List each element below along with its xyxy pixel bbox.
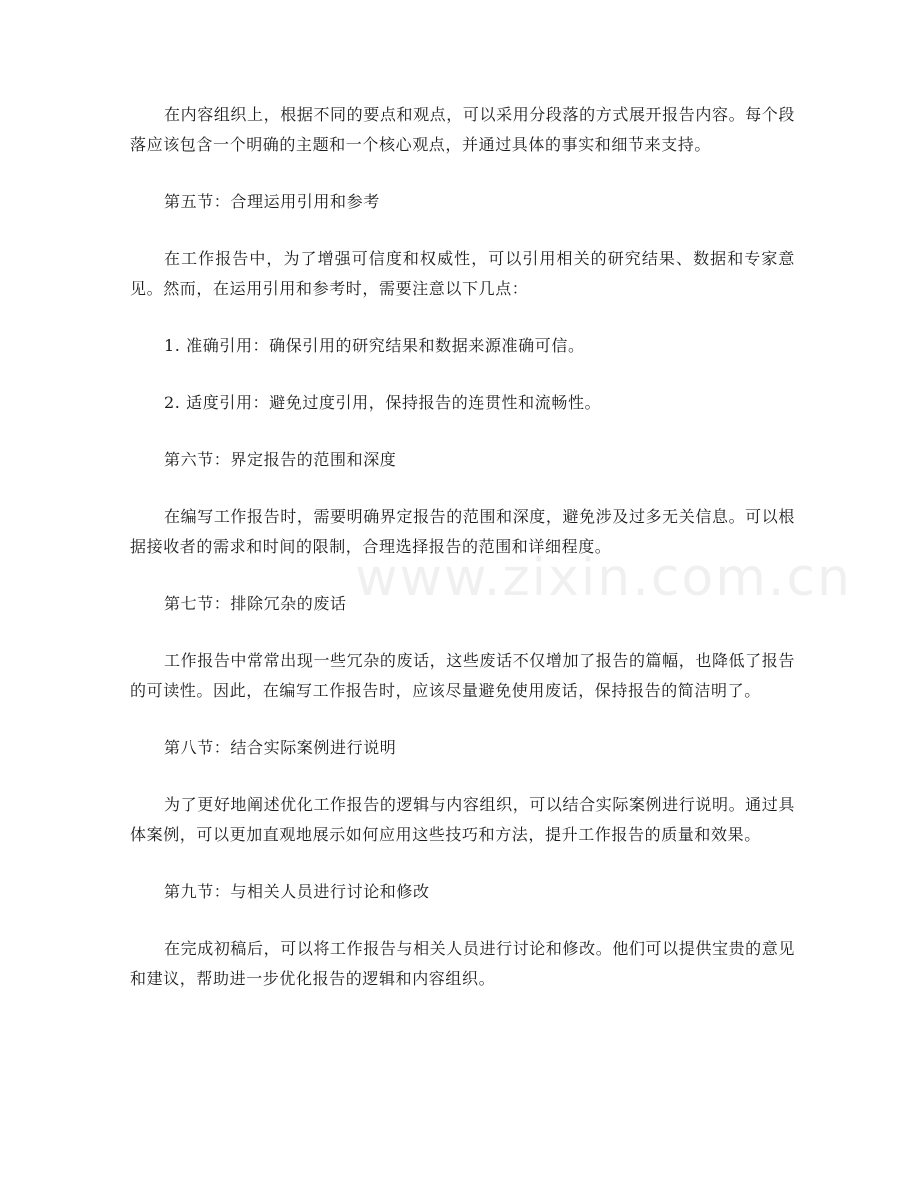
- section-heading: 第七节：排除冗杂的废话: [164, 594, 347, 613]
- section-heading: 第六节：界定报告的范围和深度: [164, 450, 397, 469]
- body-paragraph: 在完成初稿后，可以将工作报告与相关人员进行讨论和修改。他们可以提供宝贵的意见和建议，帮助进一步优化报告的逻辑和内容组织。: [130, 939, 795, 988]
- section-heading: 第八节：结合实际案例进行说明: [164, 738, 397, 757]
- section-heading: 第九节：与相关人员进行讨论和修改: [164, 882, 430, 901]
- document-body: [130, 100, 795, 1021]
- list-item: 2. 适度引用：避免过度引用，保持报告的连贯性和流畅性。: [164, 393, 602, 412]
- body-paragraph: 工作报告中常常出现一些冗杂的废话，这些废话不仅增加了报告的篇幅，也降低了报告的可读性。因此，在编写工作报告时，应该尽量避免使用废话，保持报告的简洁明了。: [130, 651, 795, 700]
- body-paragraph: 为了更好地阐述优化工作报告的逻辑与内容组织，可以结合实际案例进行说明。通过具体案例，可以更加直观地展示如何应用这些技巧和方法，提升工作报告的质量和效果。: [130, 795, 795, 844]
- watermark: www.zixin.com.cn: [355, 548, 852, 608]
- list-item: 1. 准确引用：确保引用的研究结果和数据来源准确可信。: [164, 336, 585, 355]
- section-heading: 第五节：合理运用引用和参考: [164, 192, 380, 211]
- body-paragraph: 在工作报告中，为了增强可信度和权威性，可以引用相关的研究结果、数据和专家意见。然而，在运用引用和参考时，需要注意以下几点：: [130, 249, 795, 298]
- body-paragraph: 在编写工作报告时，需要明确界定报告的范围和深度，避免涉及过多无关信息。可以根据接收者的需求和时间的限制，合理选择报告的范围和详细程度。: [130, 507, 795, 556]
- body-paragraph: 在内容组织上，根据不同的要点和观点，可以采用分段落的方式展开报告内容。每个段落应该包含一个明确的主题和一个核心观点，并通过具体的事实和细节来支持。: [130, 105, 795, 154]
